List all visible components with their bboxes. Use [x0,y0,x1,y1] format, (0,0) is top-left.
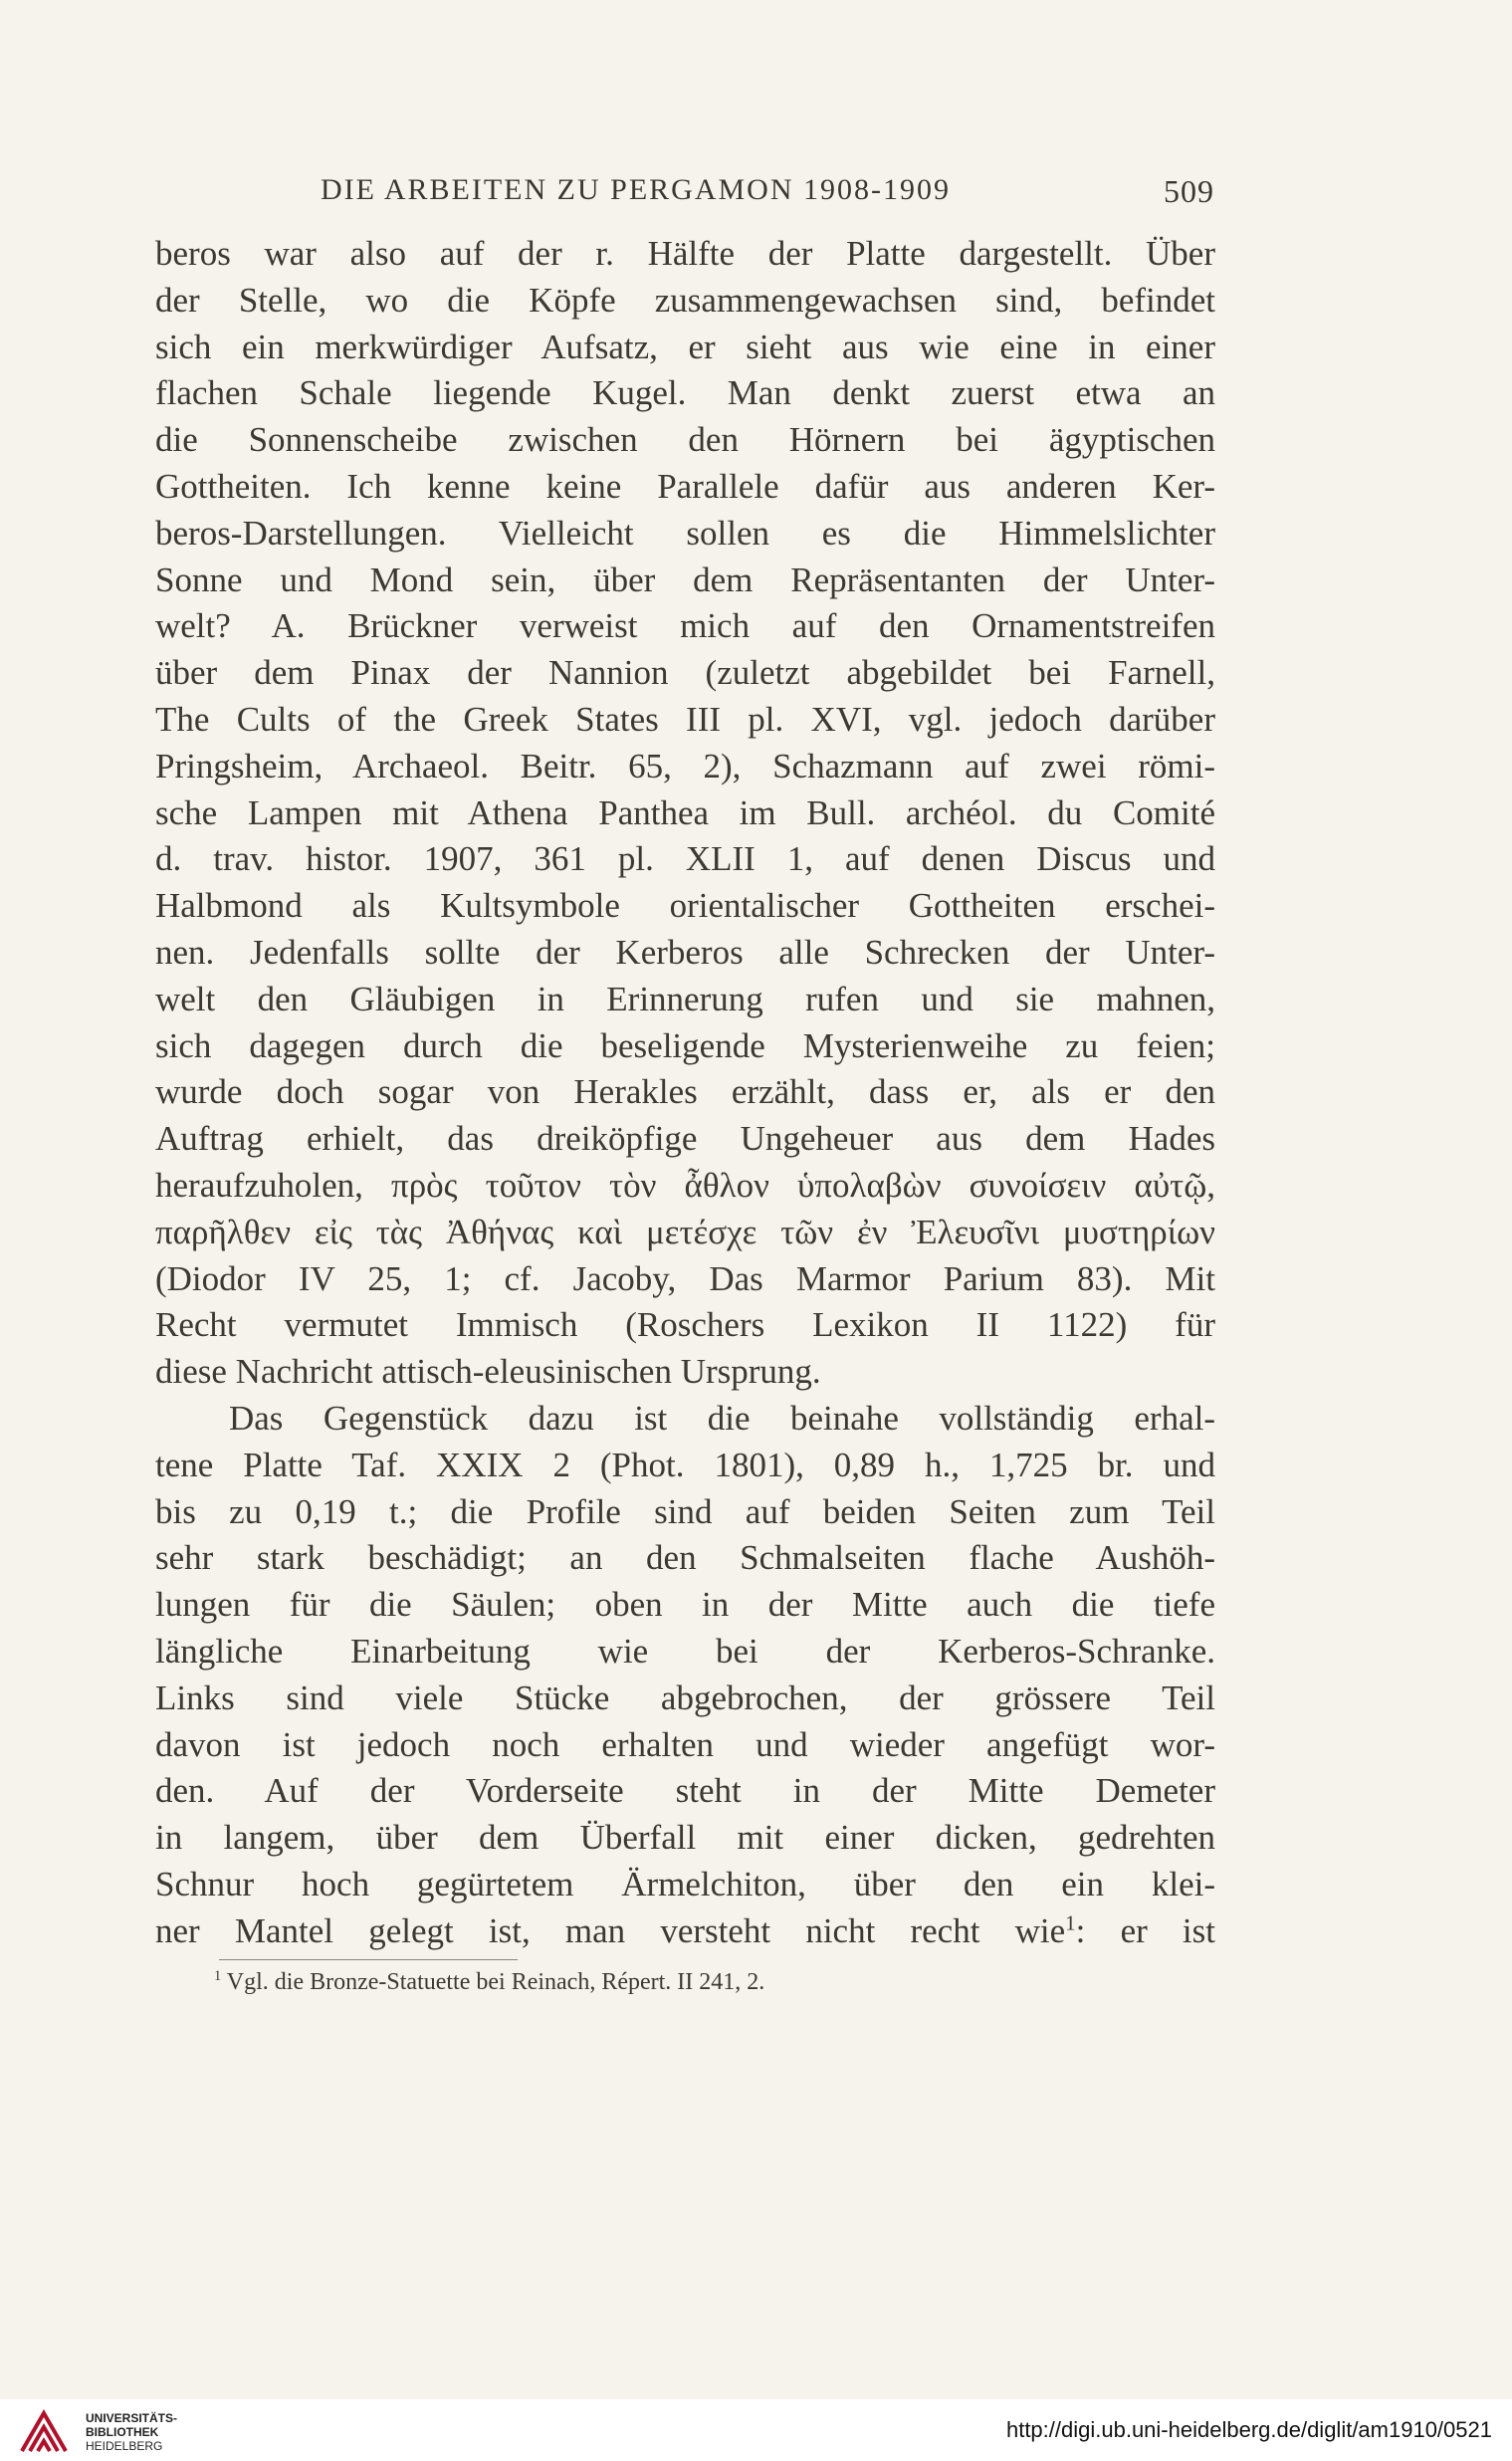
logo-stroke [38,2441,50,2451]
text-line-with-footnote-ref [155,1908,1215,1955]
text-line: Gottheiten. Ich kenne keine Parallele dafür aus anderen Ker- [155,466,1215,506]
text-line: den. Auf der Vorderseite steht in der Mitte Demeter [155,1771,1215,1811]
text-line: Pringsheim, Archaeol. Beitr. 65, 2), Schazmann auf zwei römi- [155,746,1215,785]
digitization-footer [0,2399,1512,2461]
text-line: lungen für die Säulen; oben in der Mitte auch die tiefe [155,1585,1215,1625]
text-line: beros-Darstellungen. Vielleicht sollen es die Himmelslichter [155,513,1215,553]
text-line: The Cults of the Greek States III pl. XVI, vgl. jedoch darüber [155,699,1215,739]
body-text [155,231,1215,1954]
text-line: davon ist jedoch noch erhalten und wieder angefügt wor- [155,1724,1215,1764]
library-name-line: BIBLIOTHEK [86,2425,159,2439]
footnote-mark: 1 [214,1968,222,1984]
library-name [86,2411,177,2453]
text-line: Auftrag erhielt, das dreiköpfige Ungeheuer aus dem Hades [155,1119,1215,1159]
library-logo-icon[interactable] [18,2405,70,2457]
paragraph-2 [155,1396,1215,1955]
library-name-line: UNIVERSITÄTS- [86,2411,178,2425]
greek-text-line: παρῆλθεν εἰς τὰς Ἀθήνας καὶ μετέσχε τῶν ἐν Ἐλευσῖνι μυστηρίων [155,1212,1215,1251]
text-line: sche Lampen mit Athena Panthea im Bull. archéol. du Comité [155,792,1215,832]
text-line: diese Nachricht attisch-eleusinischen Ursprung. [155,1352,821,1392]
text-line: sehr stark beschädigt; an den Schmalseiten flache Aushöh- [155,1538,1215,1578]
source-url-link[interactable]: http://digi.ub.uni-heidelberg.de/diglit/am1910/0521 [1005,2417,1492,2442]
last-line-text: ner Mantel gelegt ist, man versteht nicht recht wie [155,1910,1066,1950]
text-line: nen. Jedenfalls sollte der Kerberos alle Schrecken der Unter- [155,932,1215,972]
running-title: DIE ARBEITEN ZU PERGAMON 1908-1909 [321,173,951,206]
text-line: welt? A. Brückner verweist mich auf den Ornamentstreifen [155,606,1215,646]
text-line: beros war also auf der r. Hälfte der Platte dargestellt. Über [155,234,1215,273]
greek-text-line: heraufzuholen, πρὸς τοῦτον τὸν ἆθλον ὑπολαβὼν συνοίσειν αὐτῷ, [155,1165,1215,1205]
text-line: Schnur hoch gegürtetem Ärmelchiton, über den ein klei- [155,1864,1215,1903]
page-number: 509 [1164,173,1214,209]
text-line: bis zu 0,19 t.; die Profile sind auf beiden Seiten zum Teil [155,1491,1215,1531]
text-line: Links sind viele Stücke abgebrochen, der grössere Teil [155,1678,1215,1717]
paragraph-1 [155,231,1215,1396]
text-line: in langem, über dem Überfall mit einer dicken, gedrehten [155,1818,1215,1858]
text-line: Recht vermutet Immisch (Roschers Lexikon II 1122) für [155,1305,1215,1345]
text-line: längliche Einarbeitung wie bei der Kerberos-Schranke. [155,1631,1215,1671]
text-line: Das Gegenstück dazu ist die beinahe vollständig erhal- [229,1398,1215,1438]
text-line: über dem Pinax der Nannion (zuletzt abgebildet bei Farnell, [155,653,1215,693]
footnote-divider [219,1959,518,1960]
text-line: welt den Gläubigen in Erinnerung rufen und sie mahnen, [155,979,1215,1018]
footnote-reference[interactable]: 1 [1065,1910,1076,1935]
text-line: Halbmond als Kultsymbole orientalischer Gottheiten erschei- [155,886,1215,926]
text-line: der Stelle, wo die Köpfe zusammengewachsen sind, befindet [155,280,1215,320]
text-line: d. trav. histor. 1907, 361 pl. XLII 1, auf denen Discus und [155,839,1215,879]
text-line: sich ein merkwürdiger Aufsatz, er sieht aus wie eine in einer [155,327,1215,366]
library-name-line: HEIDELBERG [86,2439,163,2453]
footnote [214,1969,764,1996]
page-header [157,173,1214,221]
text-line: wurde doch sogar von Herakles erzählt, dass er, als er den [155,1072,1215,1112]
text-line: (Diodor IV 25, 1; cf. Jacoby, Das Marmor Parium 83). Mit [155,1258,1215,1298]
logo-stroke [22,2413,66,2451]
last-line-end: : er ist [1075,1910,1216,1950]
text-line: tene Platte Taf. XXIX 2 (Phot. 1801), 0,89 h., 1,725 br. und [155,1445,1215,1484]
text-line: flachen Schale liegende Kugel. Man denkt zuerst etwa an [155,373,1215,413]
text-line: sich dagegen durch die beseligende Mysterienweihe zu feien; [155,1025,1215,1065]
text-line: Sonne und Mond sein, über dem Repräsentanten der Unter- [155,559,1215,599]
footnote-text: Vgl. die Bronze-Statuette bei Reinach, Répert. II 241, 2. [226,1969,765,1995]
text-line: die Sonnenscheibe zwischen den Hörnern bei ägyptischen [155,420,1215,460]
